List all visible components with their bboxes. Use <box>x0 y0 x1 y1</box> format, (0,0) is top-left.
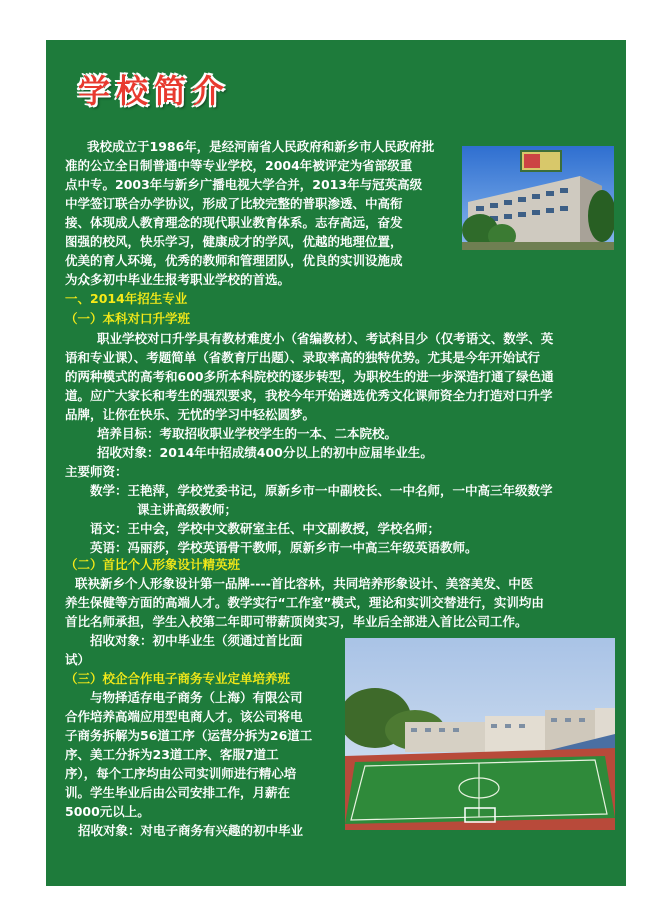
section-heading: 一、2014年招生专业 <box>65 291 188 306</box>
teacher-math: 课主讲高级教师； <box>137 502 238 517</box>
sub3-para-line: 训。学生毕业后由公司安排工作，月薪在 <box>65 785 291 800</box>
sub3-para-line: 与物择适存电子商务（上海）有限公司 <box>90 690 303 705</box>
intro-line: 点中专。2003年与新乡广播电视大学合并，2013年与冠英高级 <box>65 177 423 192</box>
sub1-para-line: 品牌，让你在快乐、无忧的学习中轻松圆梦。 <box>65 407 316 422</box>
sub2-para-line: 联袂新乡个人形象设计第一品牌----首比容林，共同培养形象设计、美容美发、中医 <box>75 576 534 591</box>
subsection-heading: （一）本科对口升学班 <box>65 311 191 326</box>
sub1-para-line: 道。应广大家长和考生的强烈要求，我校今年开始遴选优秀文化课师资全力打造对口升学 <box>65 388 553 403</box>
page-title: 学校简介 <box>78 72 231 110</box>
sports-field-photo <box>345 638 615 830</box>
sub1-para-line: 职业学校对口升学具有教材难度小（省编教材）、考试科目少（仅考语文、数学、英 <box>97 331 554 346</box>
intro-line: 我校成立于1986年，是经河南省人民政府和新乡市人民政府批 <box>87 139 435 154</box>
intro-line: 优美的育人环境，优秀的教师和管理团队，优良的实训设施成 <box>65 253 403 268</box>
training-goal: 培养目标：考取招收职业学校学生的一本、二本院校。 <box>97 426 398 441</box>
intro-line: 准的公立全日制普通中等专业学校，2004年被评定为省部级重 <box>65 158 413 173</box>
school-building-photo <box>462 146 614 250</box>
sub2-target: 招收对象：初中毕业生（须通过首比面 <box>90 633 303 648</box>
teacher-math: 数学：王艳萍，学校党委书记，原新乡市一中副校长、一中名师，一中高三年级数学 <box>90 483 553 498</box>
sub2-para-line: 养生保健等方面的高端人才。教学实行“工作室”模式，理论和实训交替进行，实训均由 <box>65 595 544 610</box>
enrollment-target: 招收对象：2014年中招成绩400分以上的初中应届毕业生。 <box>97 445 433 460</box>
teachers-heading: 主要师资： <box>65 464 128 479</box>
intro-line: 为众多初中毕业生报考职业学校的首选。 <box>65 272 291 287</box>
subsection-heading: （二）首比个人形象设计精英班 <box>65 557 241 572</box>
sub1-para-line: 的两种模式的高考和600多所本科院校的逐步转型，为职校生的进一步深造打通了绿色通 <box>65 369 554 384</box>
sub2-para-line: 首比名师承担，学生入校第二年即可带薪顶岗实习，毕业后全部进入首比公司工作。 <box>65 614 528 629</box>
intro-line: 接、体现成人教育理念的现代职业教育体系。志存高远，奋发 <box>65 215 403 230</box>
intro-line: 图强的校风，快乐学习，健康成才的学风，优越的地理位置， <box>65 234 403 249</box>
sub3-para-line: 序、美工分拆为23道工序、客服7道工 <box>65 747 279 762</box>
teacher-chinese: 语文：王中会，学校中文教研室主任、中文副教授，学校名师； <box>90 521 441 536</box>
subsection-heading: （三）校企合作电子商务专业定单培养班 <box>65 671 291 686</box>
sub3-para-line: 序），每个工序均由公司实训师进行精心培 <box>65 766 297 781</box>
sub3-target: 招收对象：对电子商务有兴趣的初中毕业 <box>78 823 304 838</box>
sub1-para-line: 语和专业课）、考题简单（省教育厅出题）、录取率高的独特优势。尤其是今年开始试行 <box>65 350 541 365</box>
sub3-para-line: 5000元以上。 <box>65 804 150 819</box>
sub3-para-line: 子商务拆解为56道工序（运营分拆为26道工 <box>65 728 313 743</box>
sub2-target: 试） <box>65 652 91 667</box>
sub3-para-line: 合作培养高端应用型电商人才。该公司将电 <box>65 709 303 724</box>
teacher-english: 英语：冯丽莎，学校英语骨干教师，原新乡市一中高三年级英语教师。 <box>90 540 478 555</box>
intro-line: 中学签订联合办学协议，形成了比较完整的普职渗透、中高衔 <box>65 196 403 211</box>
